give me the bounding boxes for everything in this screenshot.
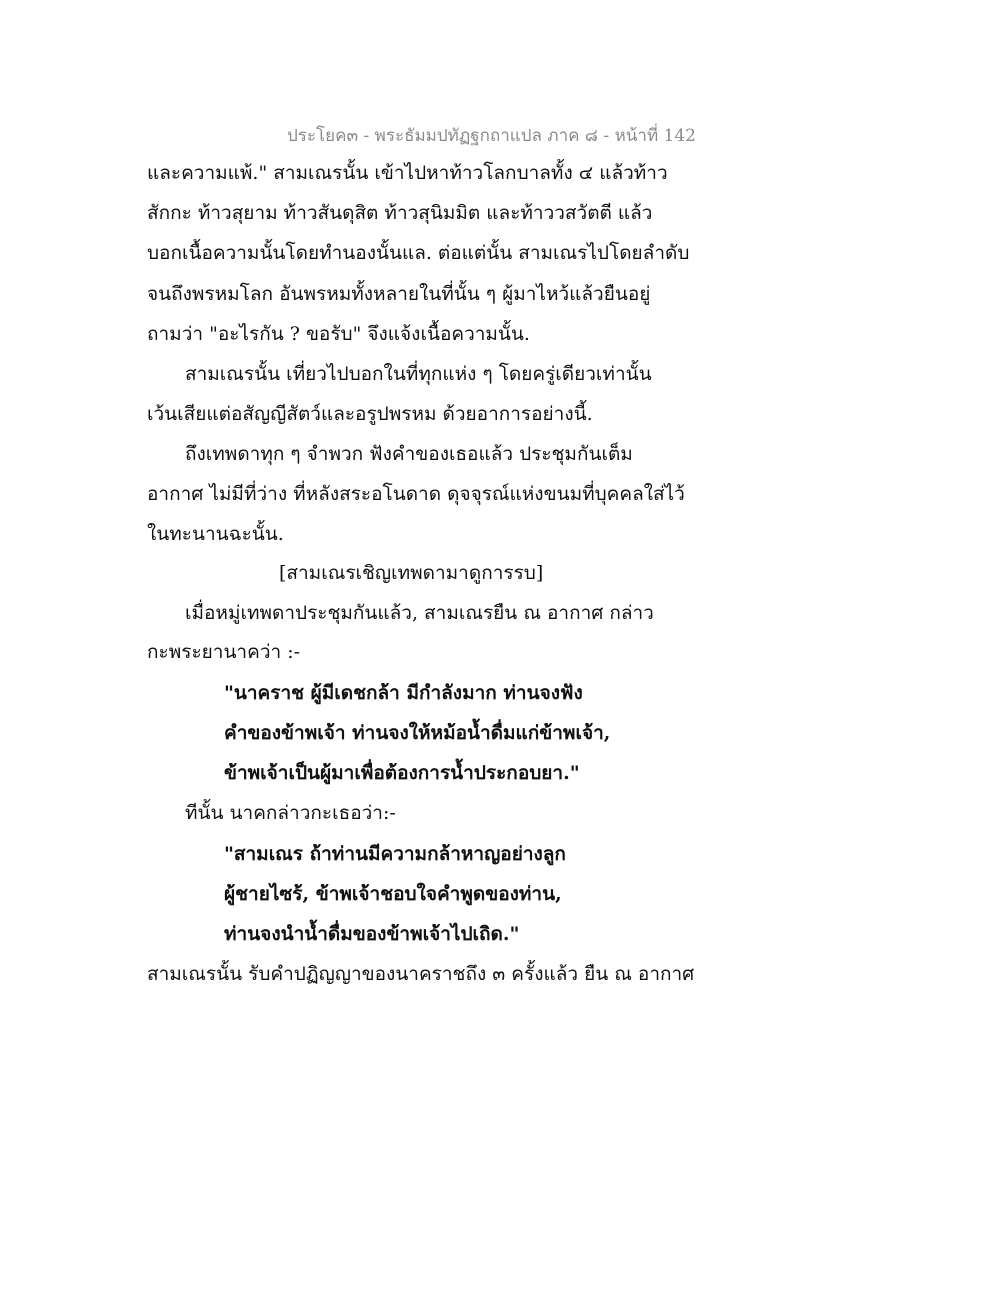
verse-line: "นาคราช ผู้มีเดชกล้า มีกำลังมาก ท่านจงฟัง [224,682,583,704]
text-line: เว้นเสียแต่อสัญญีสัตว์และอรูปพรหม ด้วยอาการอย่างนี้. [147,403,593,425]
text-line: ทีนั้น นาคกล่าวกะเธอว่า:- [185,802,396,824]
text-line: ในทะนานฉะนั้น. [147,523,284,545]
verse-line: ผู้ชายไซร้, ข้าพเจ้าชอบใจคำพูดของท่าน, [224,883,562,905]
verse-line: ท่านจงนำน้ำดื่มของข้าพเจ้าไปเถิด." [224,923,520,945]
running-head: ประโยค๓ - พระธัมมปทัฏฐกถาแปล ภาค ๘ - หน้าที่ 142 [286,126,696,146]
text-line: กะพระยานาคว่า :- [147,641,301,663]
text-line: ถามว่า "อะไรกัน ? ขอรับ" จึงแจ้งเนื้อความนั้น. [147,323,530,345]
verse-line: ข้าพเจ้าเป็นผู้มาเพื่อต้องการน้ำประกอบยา." [224,762,580,784]
verse-line: "สามเณร ถ้าท่านมีความกล้าหาญอย่างลูก [224,843,566,865]
text-line: อากาศ ไม่มีที่ว่าง ที่หลังสระอโนดาด ดุจจุรณ์แห่งขนมที่บุคคลใส่ไว้ [147,483,685,505]
text-line: สามเณรนั้น รับคำปฏิญญาของนาคราชถึง ๓ ครั้งแล้ว ยืน ณ อากาศ [147,963,695,985]
text-line: สักกะ ท้าวสุยาม ท้าวสันดุสิต ท้าวสุนิมมิต และท้าววสวัตตี แล้ว [147,202,653,224]
text-line: จนถึงพรหมโลก อันพรหมทั้งหลายในที่นั้น ๆ ผู้มาไหว้แล้วยืนอยู่ [147,283,651,305]
text-line: และความแพ้." สามเณรนั้น เข้าไปหาท้าวโลกบาลทั้ง ๔ แล้วท้าว [147,162,668,184]
text-line: สามเณรนั้น เที่ยวไปบอกในที่ทุกแห่ง ๆ โดยครู่เดียวเท่านั้น [185,363,652,385]
section-heading: [สามเณรเชิญเทพดามาดูการรบ] [279,562,544,584]
verse-line: คำของข้าพเจ้า ท่านจงให้หม้อน้ำดื่มแก่ข้าพเจ้า, [224,722,611,744]
text-line: บอกเนื้อความนั้นโดยทำนองนั้นแล. ต่อแต่นั้น สามเณรไปโดยลำดับ [147,242,690,264]
text-line: เมื่อหมู่เทพดาประชุมกันแล้ว, สามเณรยืน ณ อากาศ กล่าว [185,602,654,624]
text-line: ถึงเทพดาทุก ๆ จำพวก ฟังคำของเธอแล้ว ประชุมกันเต็ม [185,443,633,465]
